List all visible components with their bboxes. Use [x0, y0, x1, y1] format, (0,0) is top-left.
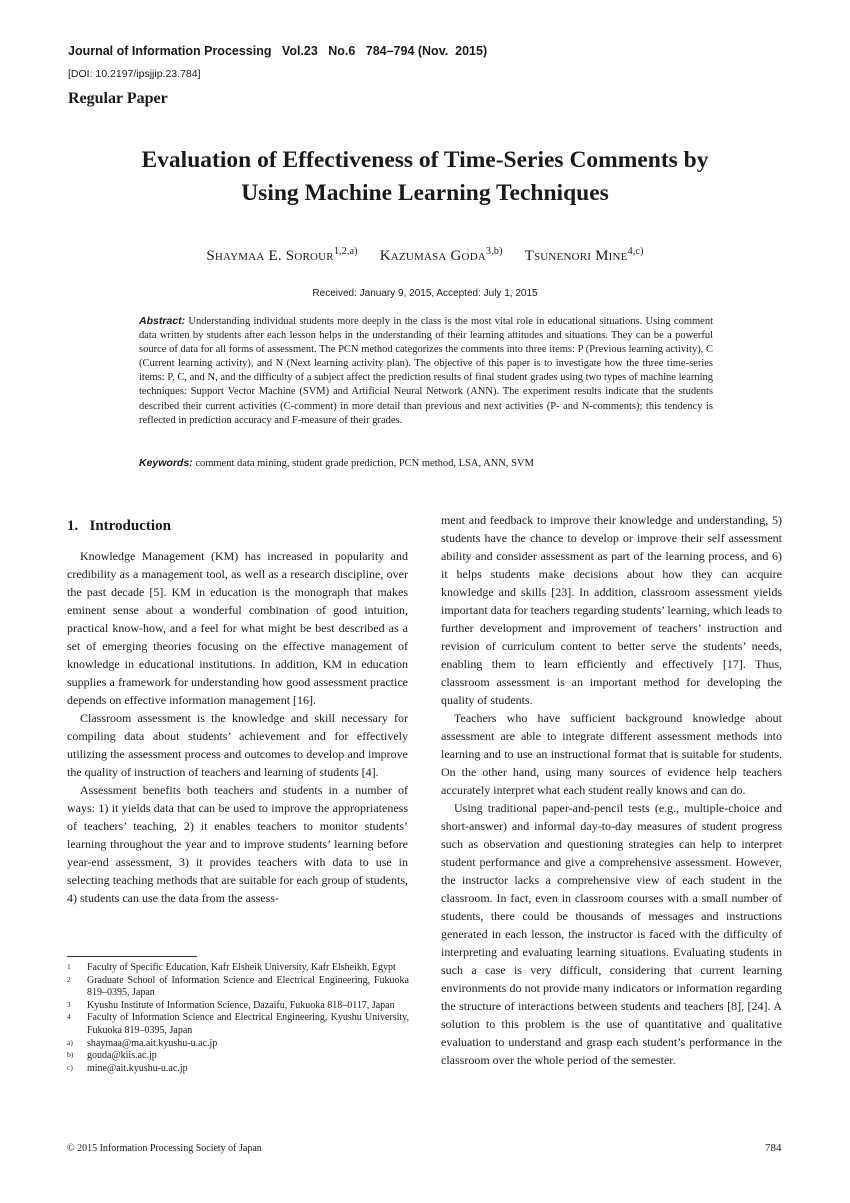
footnote-item [67, 1050, 409, 1063]
footnote-item [67, 1012, 409, 1037]
paragraph: Teachers who have sufficient background knowledge about assessment are able to integrate different assessment methods into learning and to use an instructional format that is suitable for students. On the other hand, using many sources of evidence help teachers accurately interpret what each student really knows and can do. [441, 711, 782, 797]
keywords-label: Keywords: [139, 457, 193, 469]
footnote-text: Kyushu Institute of Information Science, Dazaifu, Fukuoka 818–0117, Japan [87, 999, 395, 1011]
footnote-mark: 3 [67, 999, 71, 1009]
paragraph: Classroom assessment is the knowledge and skill necessary for compiling data about students’ achievement and for effectively utilizing the assessment process and outcomes to develop and improve the quality of instruction of teachers and learning of students [4]. [67, 711, 408, 779]
footnote-mark: b) [67, 1050, 74, 1060]
footnote-mark: 2 [67, 974, 71, 984]
abstract-text: Understanding individual students more deeply in the class is the most vital role in educational situations. Using comment data written by students after each lesson helps in the understanding of their learning attitudes and situations. They can be a powerful source of data for all forms of assessment. The PCN method categorizes the comments into three items: P (Previous learning activity), C (Current learning activity), and N (Next learning activity plan). The objective of this paper is to investigate how the three time-series items: P, C, and N, and the difficulty of a subject affect the prediction results of final student grades using two types of machine learning techniques: Support Vector Machine (SVM) and Artificial Neural Network (ANN). The experiment results indicate that the students described their current activities (C-comment) in more detail than previous and next activities (P- and N-comments); this tendency is reflected in prediction accuracy and F-measure of their grades. [139, 316, 713, 426]
footnote-mark: 1 [67, 962, 71, 971]
footnote-item [67, 1000, 409, 1013]
section-heading-introduction: 1. Introduction [67, 518, 171, 534]
footnote-divider [67, 956, 197, 957]
author-list [0, 246, 850, 265]
footnote-item [67, 1038, 409, 1051]
title-line-2: Using Machine Learning Techniques [241, 180, 609, 206]
keywords [139, 456, 713, 471]
footnote-mark: c) [67, 1062, 73, 1072]
left-column [67, 547, 408, 907]
author-affiliation-mark: 4,c) [627, 246, 644, 257]
doi-link[interactable]: [DOI: 10.2197/ipsjjip.23.784] [68, 68, 201, 80]
author-3 [525, 248, 644, 264]
footnote-email[interactable]: mine@ait.kyushu-u.ac.jp [87, 1062, 188, 1074]
journal-header: Journal of Information Processing Vol.23 No.6 784–794 (Nov. 2015) [68, 44, 488, 58]
title-line-1: Evaluation of Effectiveness of Time-Series Comments by [141, 147, 709, 173]
footnote-item [67, 975, 409, 1000]
footnote-text: Faculty of Specific Education, Kafr Elsheik University, Kafr Elsheikh, Egypt [87, 962, 396, 973]
abstract [139, 314, 713, 428]
footnote-item [67, 962, 409, 975]
keywords-text: comment data mining, student grade prediction, PCN method, LSA, ANN, SVM [195, 458, 534, 469]
author-name: Kazumasa Goda [379, 248, 486, 264]
received-dates: Received: January 9, 2015, Accepted: July 1, 2015 [312, 288, 538, 299]
copyright-notice: © 2015 Information Processing Society of Japan [67, 1143, 262, 1154]
author-2 [380, 248, 503, 264]
paper-type-label: Regular Paper [68, 90, 168, 107]
footnote-email[interactable]: gouda@kiis.ac.jp [87, 1050, 157, 1062]
footnotes [67, 962, 409, 1075]
author-affiliation-mark: 3,b) [486, 246, 503, 257]
abstract-label: Abstract: [139, 315, 186, 327]
paper-title [60, 144, 790, 210]
paragraph: Assessment benefits both teachers and students in a number of ways: 1) it yields data that can be used to improve the appropriateness of teachers’ teaching, 2) it enables teachers to monitor students’ learning throughout the year and to improve students’ learning before year-end assessment, 3) it provides teachers with data to use in selecting teaching methods that are suitable for each group of students, 4) students can use the data from the assess- [67, 783, 408, 905]
footnote-item [67, 1063, 409, 1076]
footnote-mark: a) [67, 1037, 73, 1047]
author-1 [206, 248, 357, 264]
footnote-text: Faculty of Information Science and Electrical Engineering, Kyushu University, Fukuoka 819–0395, Japan [87, 1012, 409, 1036]
right-column [441, 511, 782, 1069]
author-name: Tsunenori Mine [524, 248, 628, 264]
author-affiliation-mark: 1,2,a) [333, 246, 358, 257]
footnote-mark: 4 [67, 1012, 71, 1022]
footnote-text: Graduate School of Information Science and Electrical Engineering, Fukuoka 819–0395, Japan [87, 974, 409, 999]
page-number: 784 [765, 1142, 782, 1154]
paragraph: ment and feedback to improve their knowledge and understanding, 5) students have the chance to develop or improve their self assessment ability and consider assessment as part of the learning process, and 6) it helps students make decisions about how they can acquire knowledge and skills [23]. In addition, classroom assessment yields important data for teachers regarding students’ learning, which leads to further development and improvement of teachers’ instruction and revision of curriculum content to better serve the students’ needs, enabling them to learn efficiently and effectively [17]. Thus, classroom assessment is an important method for developing the quality of students. [441, 513, 782, 707]
paragraph: Knowledge Management (KM) has increased in popularity and credibility as a management tool, as well as a research discipline, over the past decade [5]. KM in education is the monograph that makes eminent sense about a wonderful combination of good intuition, practical know-how, and a feel for what might be best described as a set of emerging theories focusing on the effective management of knowledge in educational institutions. In addition, KM in education supplies a framework for understanding how good assessment practice depends on effective information management [16]. [67, 549, 408, 707]
author-name: Shaymaa E. Sorour [206, 248, 334, 264]
footnote-email[interactable]: shaymaa@ma.ait.kyushu-u.ac.jp [87, 1037, 218, 1049]
paragraph: Using traditional paper-and-pencil tests (e.g., multiple-choice and short-answer) and informal day-to-day measures of student progress such as observation and questioning strategies can help to interpret student performance and give a comprehensive assessment. However, the instructor lacks a comprehensive view of each student in the classroom. In fact, even in classroom courses with a small number of students, there could be thousands of messages and instructions generated in each lesson, the instructor is faced with the difficulty of interpreting and evaluating learning situations. Evaluating students in such a case is very difficult, considering that current learning environments do not provide many indicators or information regarding the structure of interactions between students and teachers [8], [24]. A solution to this problem is the use of quantitative and qualitative evaluation to understand and grasp each student’s performance in the classroom over the whole period of the semester. [441, 801, 782, 1067]
